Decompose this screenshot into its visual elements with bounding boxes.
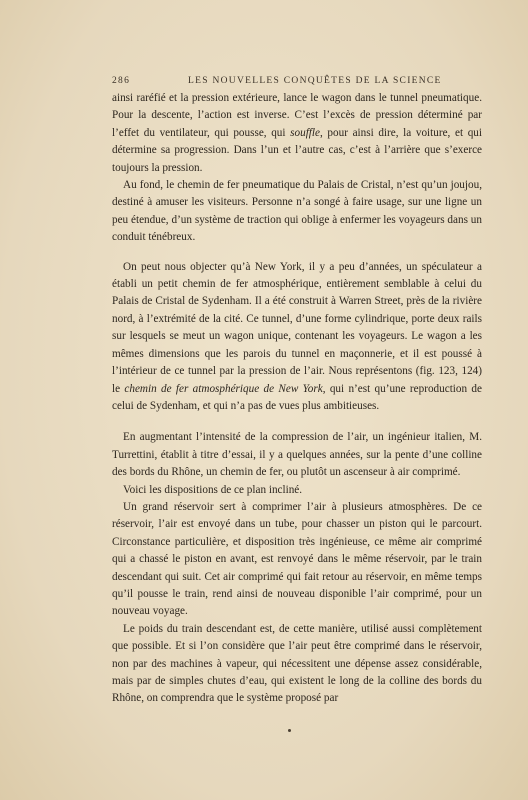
paragraph: Le poids du train descendant est, de cette manière, utilisé aussi complètement que possible. Et si l’on considère que l’air peut être comprimé dans le réservoir, non par des machines à vapeur, qui nécessitent une dépense assez considérable, mais par de simples chutes d’eau, qui existent le long de la colline des bords du Rhône, on comprendra que le système proposé par	[112, 622, 482, 705]
body-text	[112, 90, 482, 708]
ink-speck	[288, 729, 291, 732]
paragraph: Voici les dispositions de ce plan incliné.	[123, 483, 303, 496]
paragraph: Au fond, le chemin de fer pneumatique du Palais de Cristal, n’est qu’un joujou, destiné à amuser les visiteurs. Personne n’a songé à faire usage, sur une ligne un peu étendue, d’un système de traction qui oblige à enfermer les voyageurs dans un conduit ténébreux.	[112, 179, 482, 244]
paragraph: ainsi raréfié et la pression extérieure, lance le wagon dans le tunnel pneumatique. Pour la descente, l’action est inverse. C’est l’excès de pression déterminé par l’effet du ventilateur, qui pousse, qui souffle, pour ainsi dire, la voiture, et qui détermine sa progression. Dans l’un et l’autre cas, c’est à l’arrière que s’exerce toujours la pression.	[112, 92, 482, 174]
paragraph: Un grand réservoir sert à comprimer l’air à plusieurs atmosphères. De ce réservoir, l’air est envoyé dans un tube, pour chasser un piston qui le parcourt. Circonstance particulière, et disposition très ingénieuse, ce même air comprimé qui a chassé le piston en avant, est renvoyé dans le même réservoir, par le train descendant qui suit. Cet air comprimé qui fait retour au réservoir, en même temps qu’il pousse le train, rend ainsi de nouveau disponible l’air comprimé, pour un nouveau voyage.	[112, 500, 482, 618]
page-number: 286	[112, 76, 131, 86]
paragraph: On peut nous objecter qu’à New York, il y a peu d’années, un spéculateur a établi un petit chemin de fer atmosphérique, entièrement semblable à celui du Palais de Cristal de Sydenham. Il a été construit à Warren Street, près de la rivière nord, à l’extrémité de la cité. Ce tunnel, d’une forme cylindrique, porte deux rails sur lesquels se meut un wagon unique, contenant les voyageurs. Le wagon a les mêmes dimensions que les parois du tunnel en maçonnerie, et il est poussé à l’intérieur de ce tunnel par la pression de l’air. Nous représentons (fig. 123, 124) le chemin de fer atmosphérique de New York, qui n’est qu’une reproduction de celui de Sydenham, et qui n’a pas de vues plus ambitieuses.	[112, 260, 482, 412]
running-title: LES NOUVELLES CONQUÊTES DE LA SCIENCE	[188, 76, 442, 86]
paragraph: En augmentant l’intensité de la compression de l’air, un ingénieur italien, M. Turrettini, établit à titre d’essai, il y a quelques années, sur la pente d’une colline des bords du Rhône, un chemin de fer, ou plutôt un ascenseur à air comprimé.	[112, 431, 482, 479]
